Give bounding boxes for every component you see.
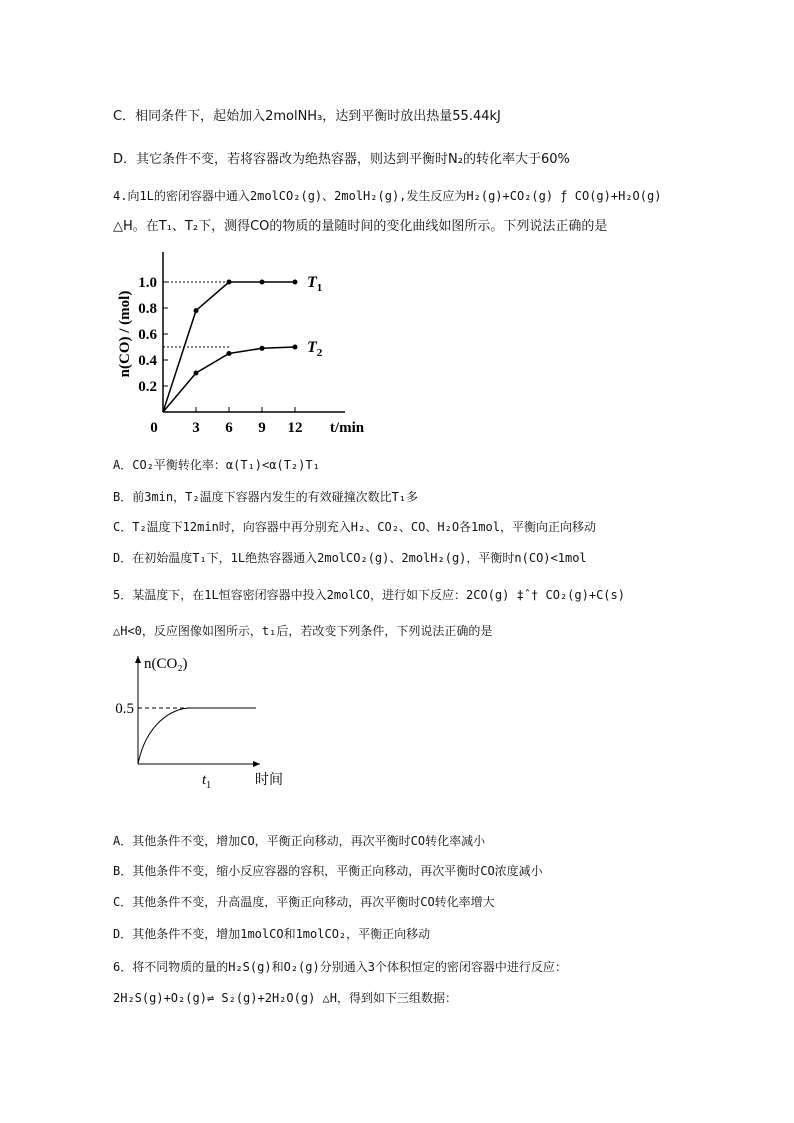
data-point: [293, 345, 298, 350]
x-tick-label: 3: [192, 420, 200, 436]
series-label: $T_2$: [307, 339, 323, 359]
option-d-q4: D．在初始温度T₁下，1L绝热容器通入2molCO₂(g)、2molH₂(g)，平衡时n(CO)<1mol: [113, 551, 587, 565]
series-label: $T_1$: [307, 274, 323, 294]
x-tick-label: 0: [150, 420, 158, 436]
x-axis-label: 时间: [255, 773, 283, 788]
y-tick-label: 1.0: [138, 275, 157, 291]
option-a-q5: A．其他条件不变，增加CO，平衡正向移动，再次平衡时CO转化率减小: [113, 834, 486, 848]
option-b-q5: B．其他条件不变，缩小反应容器的容积，平衡正向移动，再次平衡时CO浓度减小: [113, 864, 543, 878]
y-axis-label: n(CO) / (mol): [117, 290, 133, 378]
y-tick-label: 0.2: [138, 379, 157, 395]
x-tick-label: 9: [258, 420, 266, 436]
question-4-stem: 4.向1L的密闭容器中通入2molCO₂(g)、2molH₂(g),发生反应为H₂(g)+CO₂(g) ƒ CO(g)+H₂O(g): [113, 189, 662, 203]
question-4-stem-cont: △H。在T₁、T₂下，测得CO的物质的量随时间的变化曲线如图所示。下列说法正确的是: [113, 219, 608, 234]
data-point: [194, 371, 199, 376]
data-point: [260, 346, 265, 351]
x-tick-label: $t_1$: [202, 772, 212, 790]
x-tick-label: 6: [225, 420, 233, 436]
question-5-stem-cont: △H<0，反应图像如图所示，t₁后，若改变下列条件，下列说法正确的是: [113, 624, 493, 638]
data-point: [293, 280, 298, 285]
x-axis-label: t/min: [329, 420, 365, 436]
option-b-q4: B．前3min，T₂温度下容器内发生的有效碰撞次数比T₁多: [113, 490, 419, 504]
data-point: [227, 351, 232, 356]
question-6-stem: 6．将不同物质的量的H₂S(g)和O₂(g)分别通入3个体积恒定的密闭容器中进行反应：: [113, 960, 567, 974]
y-tick-label: 0.5: [115, 701, 134, 717]
series-line-2: [163, 347, 295, 412]
option-c-q3: C．相同条件下，起始加入2molNH₃，达到平衡时放出热量55.44kJ: [113, 109, 501, 124]
y-tick-label: 0.8: [138, 301, 157, 317]
x-axis-arrow: [253, 761, 260, 767]
question-6-stem-cont: 2H₂S(g)+O₂(g)⇌ S₂(g)+2H₂O(g) △H，得到如下三组数据：: [113, 991, 457, 1005]
chart-co2-vs-time: [110, 650, 310, 790]
option-d-q3: D．其它条件不变，若将容器改为绝热容器，则达到平衡时N₂的转化率大于60%: [113, 152, 570, 167]
option-a-q4: A．CO₂平衡转化率：α(T₁)<α(T₂)T₁: [113, 458, 320, 472]
y-tick-label: 0.6: [138, 327, 157, 343]
co2-curve: [138, 708, 256, 764]
y-axis-label: n(CO₂): [144, 656, 188, 672]
chart-co-vs-time: [113, 252, 373, 442]
y-axis-arrow: [135, 656, 141, 663]
option-c-q4: C．T₂温度下12min时，向容器中再分别充入H₂、CO₂、CO、H₂O各1mol，平衡向正向移动: [113, 520, 596, 534]
option-c-q5: C．其他条件不变，升高温度，平衡正向移动，再次平衡时CO转化率增大: [113, 895, 495, 909]
y-tick-label: 0.4: [138, 353, 157, 369]
data-point: [260, 280, 265, 285]
data-point: [227, 280, 232, 285]
option-d-q5: D．其他条件不变，增加1molCO和1molCO₂，平衡正向移动: [113, 927, 431, 941]
question-5-stem: 5．某温度下，在1L恒容密闭容器中投入2molCO，进行如下反应：2CO(g) ‡ˆ† CO₂(g)+C(s): [113, 588, 625, 602]
x-tick-label: 12: [287, 420, 303, 436]
data-point: [194, 308, 199, 313]
